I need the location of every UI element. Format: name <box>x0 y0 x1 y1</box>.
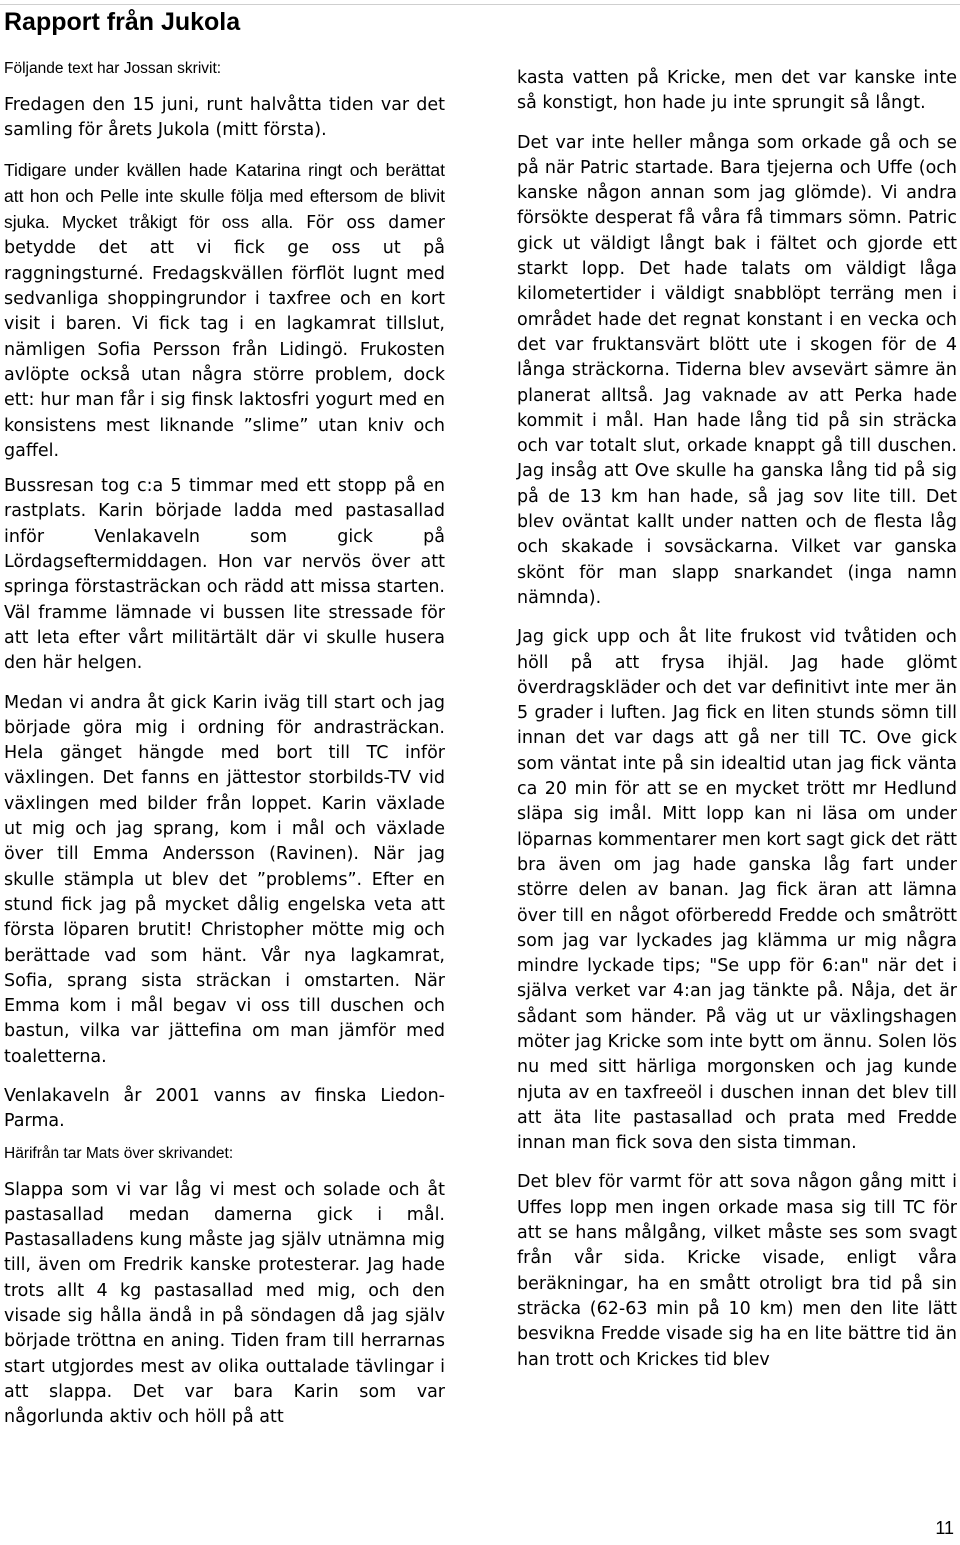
paragraph: Bussresan tog c:a 5 timmar med ett stopp på en rastplats. Karin började ladda med pastasallad inför Venlakaveln som gick på Lördagseftermiddagen. Hon var nervös över att springa förstasträckan och rädd att missa starten. Väl framme lämnade vi bussen lite stressade för att leta efter vårt militärtält där vi skulle husera den här helgen. <box>4 476 445 674</box>
paragraph: Det blev för varmt för att sova någon gång mitt i Uffes lopp men ingen orkade masa sig till TC för att se hans målgång, vilket måste ses som svagt från vår sida. Kricke visade, enligt våra beräkningar, ha en smått otroligt bra tid på sin sträcka (62-63 min på 10 km) men den lite lätt besvikna Fredde visade sig ha en lite bättre tid än han trott och Krickes tid blev <box>517 1172 957 1370</box>
page-number: 11 <box>935 1518 954 1538</box>
paragraph: Medan vi andra åt gick Karin iväg till start och jag började göra mig i ordning för andrasträckan. Hela gänget hängde med bort till TC inför växlingen. Det fanns en jättestor storbilds-TV vid växlingen med bilder från loppet. Karin växlade ut mig och jag sprang, kom i mål och växlade över till Emma Andersson (Ravinen). När jag skulle stämpla ut blev det ”problems”. Efter en stund fick jag på mycket dålig engelska veta att första löparen brutit! Christopher mötte mig och berättade vad som hänt. Vår nya lagkamrat, Sofia, sprang sista sträckan i omstarten. När Emma kom i mål begav vi oss till duschen och bastun, vilka var jättefina om man jämför med toaletterna. <box>4 692 445 1067</box>
author-note: Härifrån tar Mats över skrivandet: <box>4 1144 234 1162</box>
paragraph: kasta vatten på Kricke, men det var kanske inte så konstigt, hon hade ju inte sprungit så långt. <box>517 68 957 114</box>
paragraph: Fredagen den 15 juni, runt halvåtta tiden var det samling för årets Jukola (mitt första). <box>4 95 445 141</box>
paragraph-sentence: Tidigare under kvällen hade Katarina ringt och berättat att hon och Pelle inte skulle följa med eftersom de blivit sjuka. Mycket tråkigt för oss alla. <box>4 159 445 233</box>
paragraph: Venlakaveln år 2001 vanns av finska Liedon-Parma. <box>4 1085 445 1132</box>
page-title: Rapport från Jukola <box>4 8 241 36</box>
paragraph-sentence: För oss damer betydde det att vi fick ge oss ut på raggningsturné. Fredagskvällen förflöt lugnt med sedvanliga shoppingrundor i taxfree och en kort visit i baren. Vi fick tag i en lagkamrat tillslut, nämligen Sofia Persson från Lidingö. Frukosten avlöpte också utan några större problem, dock ett: hur man får i sig finsk laktosfri yogurt med en konsistens mest liknande ”slime” utan kniv och gaffel. <box>4 213 445 461</box>
top-divider <box>0 4 960 5</box>
right-column <box>517 66 957 1381</box>
paragraph <box>4 158 445 465</box>
left-column <box>4 58 445 1439</box>
paragraph: Det var inte heller många som orkade gå och se på när Patric startade. Bara tjejerna och Uffe (och kanske någon annan som jag glömde). Vi andra försökte desperat få våra få timmars sömn. Patric gick ut väldigt långt bak i fältet och gjorde ett starkt lopp. Det hade talats om väldigt låga kilometertider i väldigt snabblöpt terräng men i området hade det regnat konstant i en vecka och det var fruktansvärt blött ute i skogen för de 4 långa sträckorna. Tiderna blev avsevärt sämre än planerat alltså. Jag vaknade av att Perka hade kommit i mål. Han hade lång tid på sin sträcka och var totalt slut, orkade knappt gå till duschen. Jag insåg att Ove skulle ha ganska lång tid på sig på de 13 km han hade, så jag sov lite till. Det blev oväntat kallt under natten och de flesta låg och skakade i sovsäckarna. Vilket var ganska skönt för man slapp snarkandet (inga namn nämnda). <box>517 132 957 608</box>
paragraph: Jag gick upp och åt lite frukost vid tvåtiden och höll på att frysa ihjäl. Jag hade glömt överdragskläder och det var definitivt inte mer än 5 grader i luften. Jag fick en liten stunds sömn till innan det var dags att gå ner till TC. Ove gick som väntat inte på sin idealtid utan jag fick vänta ca 20 min för att se en mycket trött mr Hedlund släpa sig imål. Mitt lopp kan ni läsa om under löparnas kommentarer men kort sagt gick det rätt bra även om jag hade ganska låg fart under större delen av banan. Jag fick äran att lämna över till en något oförberedd Fredde och småtrött som jag var lyckades jag klämma ur mig några mindre lyckade tips; "Se upp för 6:an" när det i själva verket var 4:an jag tänkte på. Nåja, det är sådant som händer. På väg ut ur växlingshagen möter jag Kricke som inte bytt om ännu. Solen lös nu med sitt härliga morgonsken och jag kunde njuta av en taxfreeöl i duschen innan det blev till att äta lite pastasallad och prata med Fredde innan man fick sova den sista timman. <box>517 627 957 1154</box>
paragraph: Slappa som vi var låg vi mest och solade och åt pastasallad medan damerna gick i mål. Pastasalladens kung måste jag själv utnämna mig till, även om Fredrik kanske protesterar. Jag hade trots allt 4 kg pastasallad med mig, och den visade sig hålla ändå in på söndagen då jag själv började tröttna en aning. Tiden fram till herrarnas start utgjordes mest av olika outtalade tävlingar i att slappa. Det var bara Karin som var någorlunda aktiv och höll på att <box>4 1179 445 1428</box>
intro-note: Följande text har Jossan skrivit: <box>4 60 222 77</box>
